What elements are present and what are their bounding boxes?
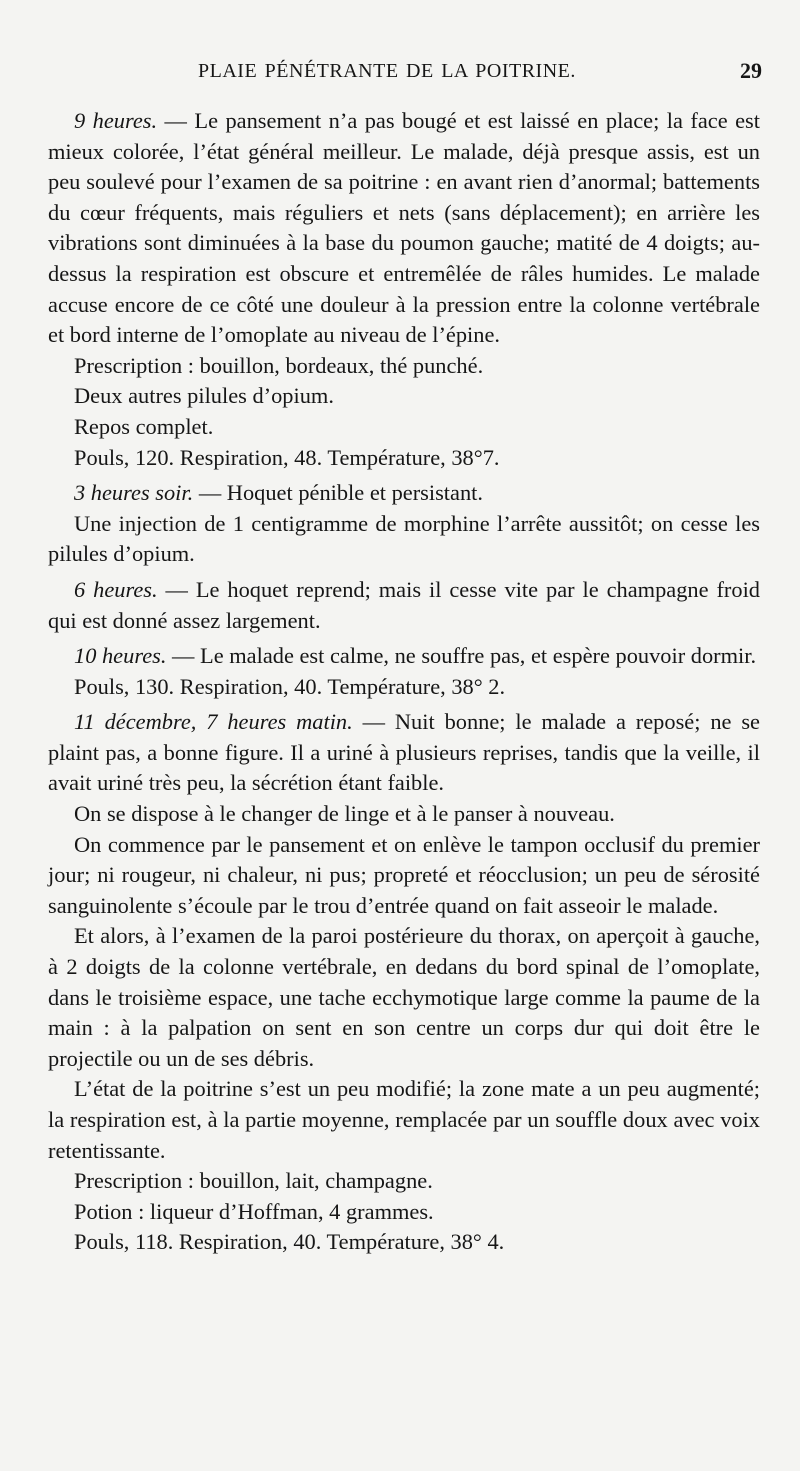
- paragraph-prescription: Prescription : bouillon, lait, champagne.: [74, 1168, 433, 1194]
- paragraph-text: — Hoquet pénible et persistant.: [193, 480, 483, 506]
- paragraph-vitals: Pouls, 118. Respiration, 40. Température, 38° 4.: [74, 1229, 505, 1255]
- time-heading: 3 heures soir.: [74, 480, 194, 506]
- paragraph-injection: Une injection de 1 centigramme de morphine l’arrête aussitôt; on cesse les pilules d’opium.: [48, 510, 760, 567]
- paragraph-6-heures: [48, 575, 760, 636]
- paragraph-10-heures: [48, 641, 760, 672]
- date-heading: 11 décembre, 7 heures matin.: [74, 709, 353, 735]
- time-heading: 9 heures.: [74, 108, 158, 133]
- paragraph-pansement: On commence par le pansement et on enlève le tampon occlusif du premier jour; ni rougeur, ni chaleur, ni pus; propreté et réocclusion; un peu de sérosité sanguinolente s’écoule par le trou d’entrée quand on fait asseoir le malade.: [48, 831, 760, 918]
- paragraph-11-decembre: [48, 707, 760, 799]
- paragraph-9-heures: [48, 106, 760, 351]
- paragraph-text: — Le hoquet reprend; mais il cesse vite par le champagne froid qui est donné assez largement.: [48, 576, 760, 633]
- body-text: [48, 106, 760, 1258]
- paragraph-pilules: Deux autres pilules d’opium.: [74, 383, 334, 409]
- paragraph-etat-poitrine: L’état de la poitrine s’est un peu modifié; la zone mate a un peu augmenté; la respiration est, à la partie moyenne, remplacée par un souffle doux avec voix retentissante.: [48, 1076, 760, 1163]
- paragraph-vitals: Pouls, 120. Respiration, 48. Température, 38°7.: [74, 444, 500, 470]
- paragraph-vitals: Pouls, 130. Respiration, 40. Température, 38° 2.: [74, 673, 506, 699]
- paragraph-examen-thorax: Et alors, à l’examen de la paroi postérieure du thorax, on aperçoit à gauche, à 2 doigts de la colonne vertébrale, en dedans du bord spinal de l’omoplate, dans le troisième espace, une tache ecchymotique large comme la paume de la main : à la palpation on sent en son centre un corps dur qui doit être le projectile ou un de ses débris.: [48, 923, 760, 1071]
- running-title: PLAIE PÉNÉTRANTE DE LA POITRINE.: [198, 60, 576, 82]
- paragraph-repos: Repos complet.: [74, 413, 214, 439]
- paragraph-text: — Le pansement n’a pas bougé et est laissé en place; la face est mieux colorée, l’état général meilleur. Le malade, déjà presque assis, est un peu soulevé pour l’examen de sa poitrine : en avant rien d’anormal; battements du cœur fréquents, mais réguliers et nets (sans déplacement); en arrière les vibrations sont diminuées à la base du poumon gauche; matité de 4 doigts; au-dessus la respiration est obscure et entremêlée de râles humides. Le malade accuse encore de ce côté une douleur à la pression entre la colonne vertébrale et bord interne de l’omoplate au niveau de l’épine.: [48, 108, 760, 348]
- time-heading: 6 heures.: [74, 576, 158, 602]
- page-number: 29: [740, 58, 762, 83]
- time-heading: 10 heures.: [74, 643, 167, 669]
- paragraph-3-heures-soir: [48, 478, 760, 509]
- paragraph-prescription: Prescription : bouillon, bordeaux, thé punché.: [74, 352, 484, 378]
- paragraph-linge: On se dispose à le changer de linge et à le panser à nouveau.: [74, 801, 615, 827]
- running-head: [48, 60, 762, 90]
- paragraph-text: — Le malade est calme, ne souffre pas, et espère pouvoir dormir.: [166, 643, 757, 669]
- paragraph-text: — Nuit bonne; le malade a reposé; ne se plaint pas, a bonne figure. Il a uriné à plusieurs reprises, tandis que la veille, il avait uriné très peu, la sécrétion étant faible.: [48, 709, 760, 796]
- paragraph-potion: Potion : liqueur d’Hoffman, 4 grammes.: [74, 1198, 434, 1224]
